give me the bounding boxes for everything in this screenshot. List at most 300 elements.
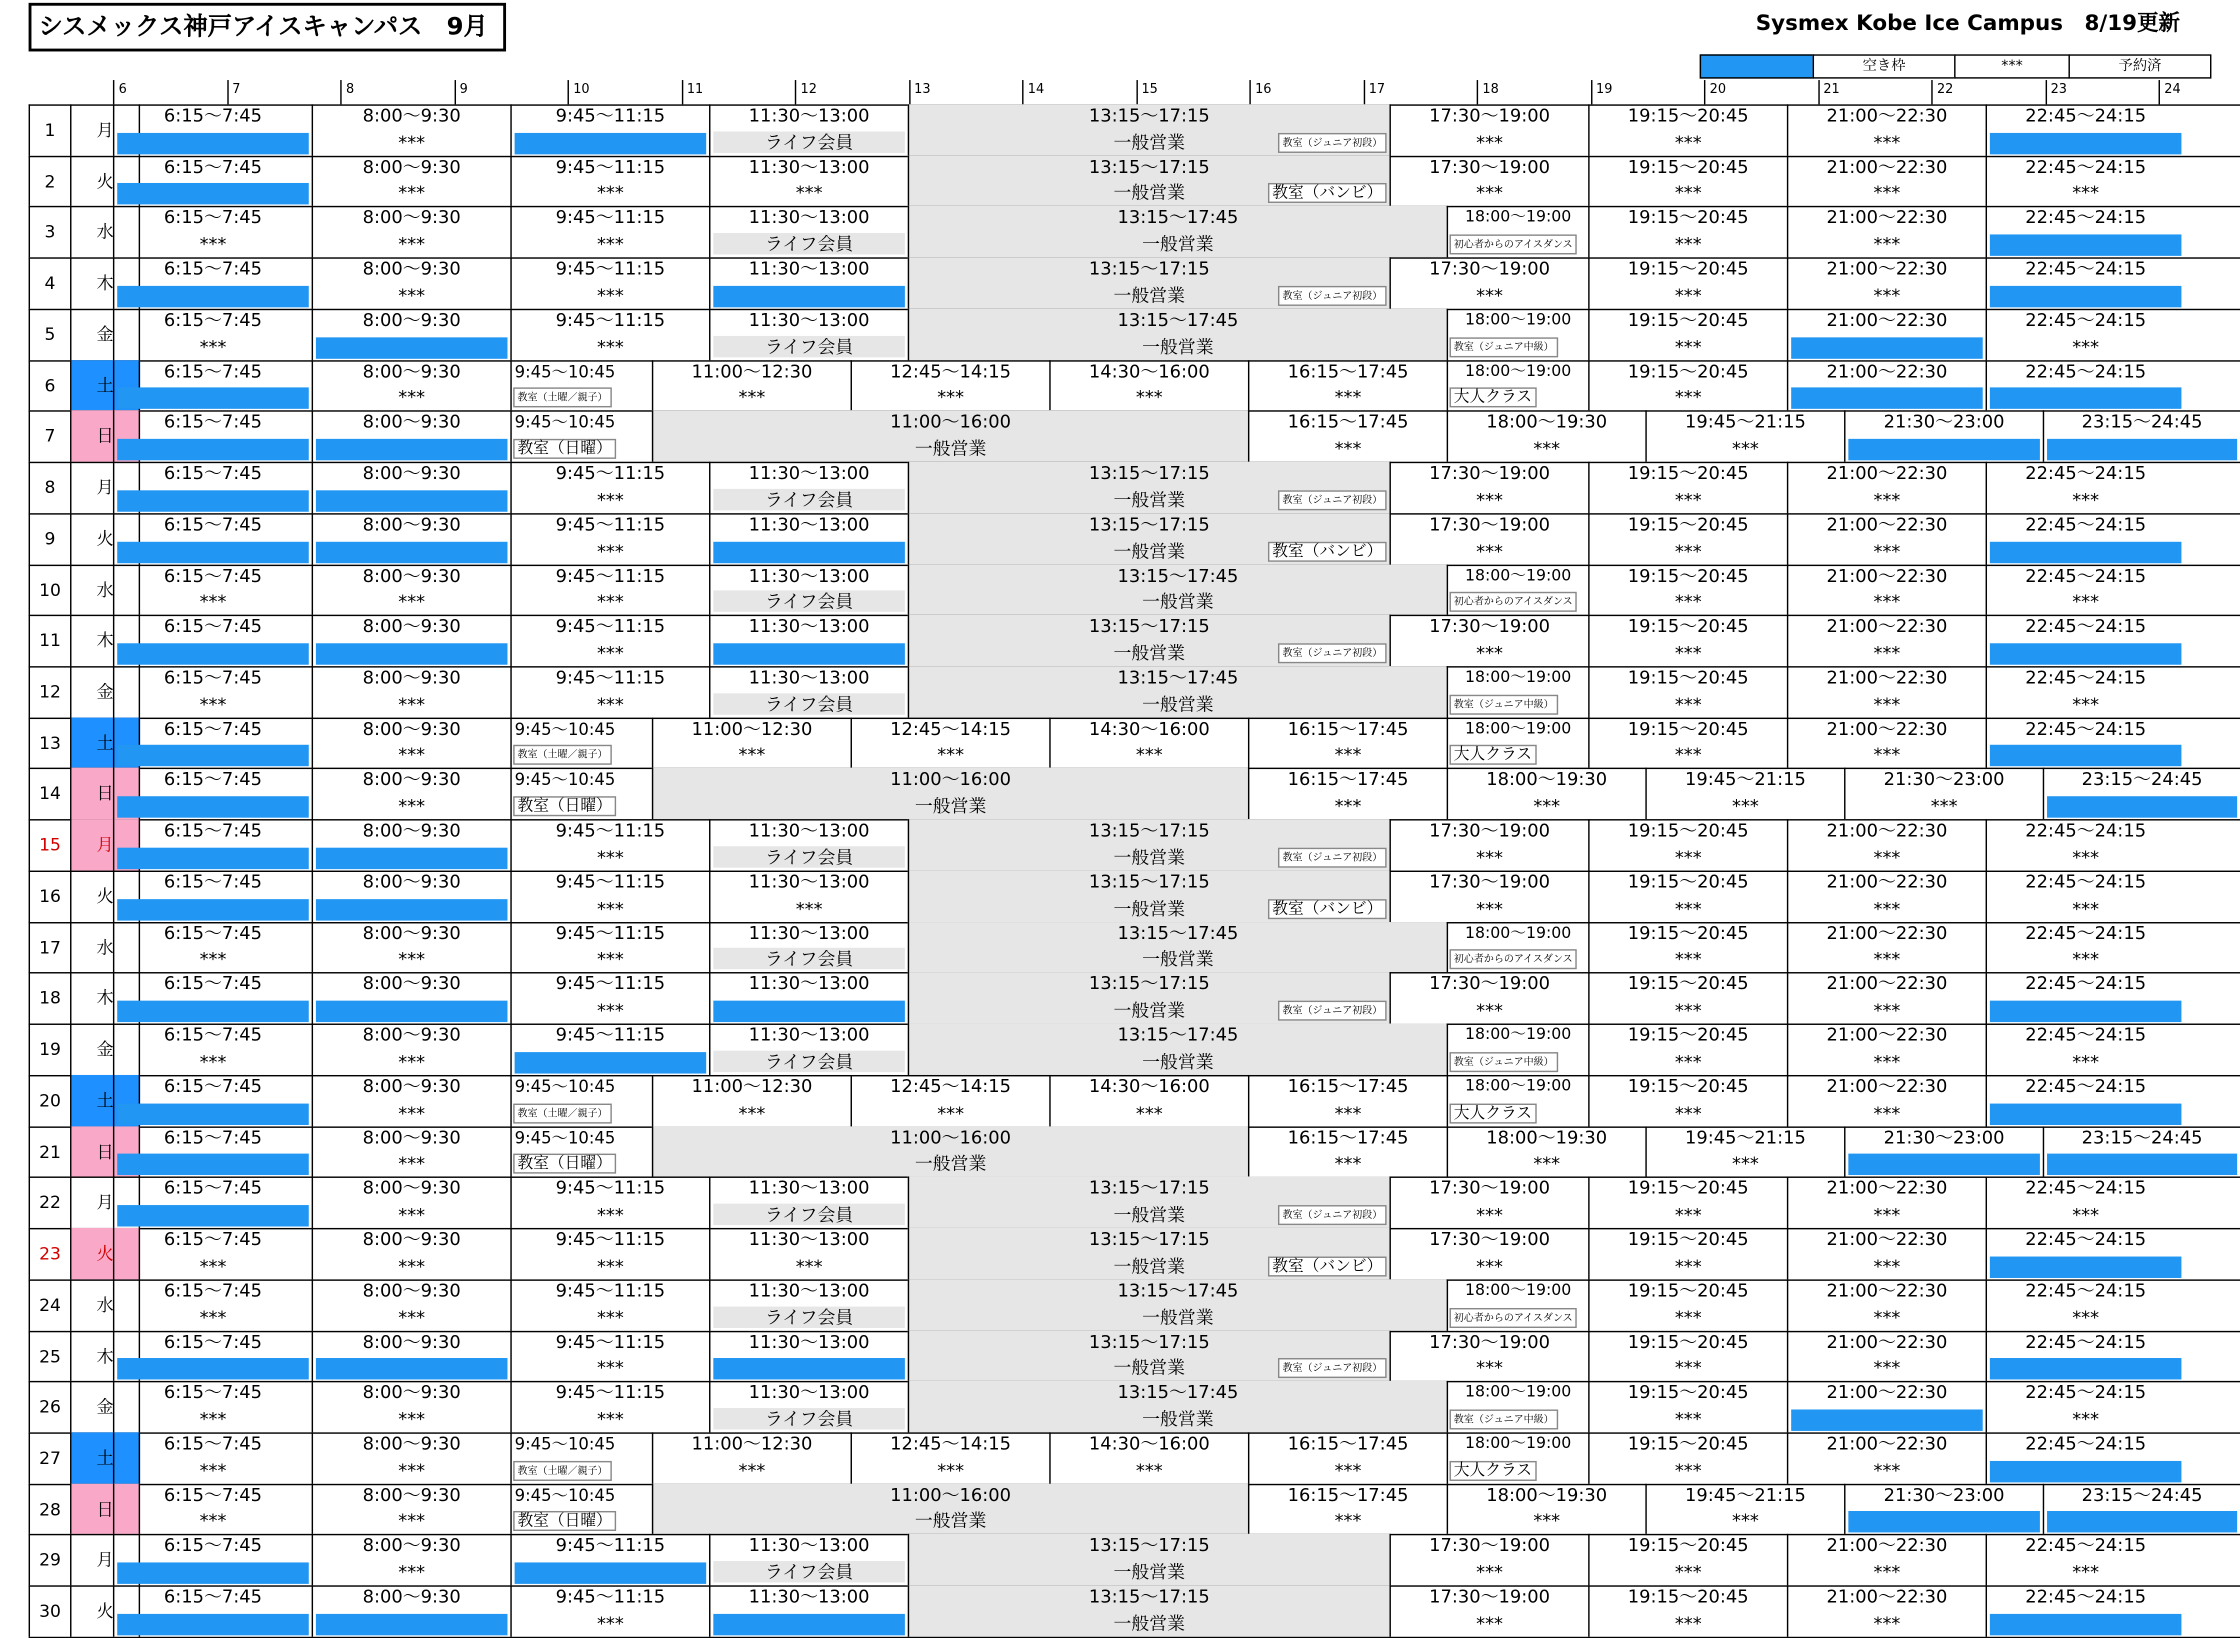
- available-slot-marker[interactable]: [117, 797, 309, 818]
- available-slot-marker[interactable]: [1990, 1001, 2182, 1022]
- time-slot[interactable]: [113, 615, 312, 666]
- available-slot-marker[interactable]: [515, 133, 707, 154]
- time-slot[interactable]: [1986, 1075, 2185, 1126]
- time-slot[interactable]: [510, 922, 709, 973]
- time-slot[interactable]: [1389, 155, 1588, 206]
- time-slot[interactable]: [1389, 1534, 1588, 1585]
- available-slot-marker[interactable]: [117, 184, 309, 205]
- available-slot-marker[interactable]: [713, 1614, 905, 1635]
- time-slot[interactable]: [709, 1381, 908, 1432]
- time-slot[interactable]: [312, 870, 511, 921]
- time-slot[interactable]: [1787, 1177, 1986, 1228]
- available-slot-marker[interactable]: [316, 1358, 508, 1379]
- time-slot[interactable]: [1645, 1483, 1844, 1534]
- time-slot[interactable]: [113, 1126, 312, 1177]
- time-slot[interactable]: [1447, 922, 1589, 973]
- time-slot[interactable]: [1986, 513, 2185, 564]
- time-slot[interactable]: [709, 513, 908, 564]
- time-slot[interactable]: [312, 462, 511, 513]
- available-slot-marker[interactable]: [117, 388, 309, 409]
- time-slot[interactable]: [1986, 564, 2185, 615]
- time-slot[interactable]: [1447, 309, 1589, 360]
- time-slot[interactable]: [1787, 1381, 1986, 1432]
- time-slot[interactable]: [709, 1024, 908, 1075]
- available-slot-marker[interactable]: [316, 899, 508, 920]
- time-slot[interactable]: [1787, 513, 1986, 564]
- time-slot[interactable]: [908, 1024, 1447, 1075]
- time-slot[interactable]: [1248, 1126, 1447, 1177]
- time-slot[interactable]: [1787, 1075, 1986, 1126]
- time-slot[interactable]: [113, 819, 312, 870]
- time-slot[interactable]: [113, 1483, 312, 1534]
- time-slot[interactable]: [113, 1024, 312, 1075]
- time-slot[interactable]: [1389, 973, 1588, 1024]
- time-slot[interactable]: [1389, 104, 1588, 155]
- time-slot[interactable]: [709, 1330, 908, 1381]
- time-slot[interactable]: [113, 104, 312, 155]
- time-slot[interactable]: [1787, 309, 1986, 360]
- time-slot[interactable]: [1645, 1126, 1844, 1177]
- available-slot-marker[interactable]: [1990, 745, 2182, 766]
- time-slot[interactable]: [1844, 1483, 2043, 1534]
- time-slot[interactable]: [709, 104, 908, 155]
- time-slot[interactable]: [1588, 870, 1787, 921]
- time-slot[interactable]: [1588, 513, 1787, 564]
- time-slot[interactable]: [1787, 360, 1986, 411]
- time-slot[interactable]: [1787, 155, 1986, 206]
- available-slot-marker[interactable]: [713, 643, 905, 664]
- time-slot[interactable]: [510, 1483, 652, 1534]
- available-slot-marker[interactable]: [316, 643, 508, 664]
- time-slot[interactable]: [1588, 717, 1787, 768]
- time-slot[interactable]: [1447, 1075, 1589, 1126]
- time-slot[interactable]: [113, 768, 312, 819]
- time-slot[interactable]: [1049, 1432, 1248, 1483]
- time-slot[interactable]: [1588, 258, 1787, 309]
- time-slot[interactable]: [312, 155, 511, 206]
- time-slot[interactable]: [1787, 206, 1986, 257]
- available-slot-marker[interactable]: [117, 1614, 309, 1635]
- time-slot[interactable]: [908, 1228, 1390, 1279]
- time-slot[interactable]: [1986, 206, 2185, 257]
- time-slot[interactable]: [908, 1279, 1447, 1330]
- time-slot[interactable]: [908, 819, 1390, 870]
- available-slot-marker[interactable]: [1990, 133, 2182, 154]
- time-slot[interactable]: [113, 717, 312, 768]
- available-slot-marker[interactable]: [1848, 1154, 2040, 1175]
- time-slot[interactable]: [1787, 104, 1986, 155]
- time-slot[interactable]: [1248, 1483, 1447, 1534]
- time-slot[interactable]: [1588, 1381, 1787, 1432]
- time-slot[interactable]: [1049, 360, 1248, 411]
- time-slot[interactable]: [1986, 1279, 2185, 1330]
- available-slot-marker[interactable]: [316, 337, 508, 358]
- time-slot[interactable]: [1389, 1228, 1588, 1279]
- time-slot[interactable]: [1588, 922, 1787, 973]
- time-slot[interactable]: [1787, 819, 1986, 870]
- time-slot[interactable]: [709, 564, 908, 615]
- available-slot-marker[interactable]: [1990, 1358, 2182, 1379]
- time-slot[interactable]: [1986, 1381, 2185, 1432]
- available-slot-marker[interactable]: [1990, 388, 2182, 409]
- time-slot[interactable]: [2043, 411, 2240, 462]
- time-slot[interactable]: [1787, 1330, 1986, 1381]
- time-slot[interactable]: [1787, 717, 1986, 768]
- time-slot[interactable]: [113, 360, 312, 411]
- time-slot[interactable]: [1389, 1586, 1588, 1637]
- time-slot[interactable]: [312, 1228, 511, 1279]
- time-slot[interactable]: [1844, 411, 2043, 462]
- time-slot[interactable]: [312, 1586, 511, 1637]
- time-slot[interactable]: [709, 819, 908, 870]
- time-slot[interactable]: [908, 1381, 1447, 1432]
- time-slot[interactable]: [1787, 1228, 1986, 1279]
- time-slot[interactable]: [709, 922, 908, 973]
- time-slot[interactable]: [1588, 1024, 1787, 1075]
- time-slot[interactable]: [908, 666, 1447, 717]
- time-slot[interactable]: [1986, 666, 2185, 717]
- time-slot[interactable]: [312, 1534, 511, 1585]
- time-slot[interactable]: [908, 155, 1390, 206]
- time-slot[interactable]: [652, 1432, 851, 1483]
- time-slot[interactable]: [510, 258, 709, 309]
- time-slot[interactable]: [652, 717, 851, 768]
- time-slot[interactable]: [510, 360, 652, 411]
- time-slot[interactable]: [908, 1177, 1390, 1228]
- time-slot[interactable]: [1447, 360, 1589, 411]
- available-slot-marker[interactable]: [117, 1205, 309, 1226]
- available-slot-marker[interactable]: [1990, 1103, 2182, 1124]
- time-slot[interactable]: [1588, 1586, 1787, 1637]
- available-slot-marker[interactable]: [316, 1001, 508, 1022]
- time-slot[interactable]: [1588, 564, 1787, 615]
- time-slot[interactable]: [1986, 104, 2185, 155]
- available-slot-marker[interactable]: [1990, 1614, 2182, 1635]
- time-slot[interactable]: [1986, 1024, 2185, 1075]
- time-slot[interactable]: [1248, 717, 1447, 768]
- time-slot[interactable]: [510, 1279, 709, 1330]
- time-slot[interactable]: [312, 309, 511, 360]
- time-slot[interactable]: [1588, 1228, 1787, 1279]
- time-slot[interactable]: [1447, 768, 1646, 819]
- available-slot-marker[interactable]: [2047, 797, 2237, 818]
- time-slot[interactable]: [1447, 666, 1589, 717]
- time-slot[interactable]: [709, 973, 908, 1024]
- time-slot[interactable]: [652, 1483, 1248, 1534]
- time-slot[interactable]: [510, 513, 709, 564]
- time-slot[interactable]: [113, 1177, 312, 1228]
- time-slot[interactable]: [2043, 768, 2240, 819]
- time-slot[interactable]: [1389, 615, 1588, 666]
- time-slot[interactable]: [1986, 258, 2185, 309]
- time-slot[interactable]: [1588, 1330, 1787, 1381]
- time-slot[interactable]: [1588, 104, 1787, 155]
- time-slot[interactable]: [851, 1075, 1050, 1126]
- time-slot[interactable]: [113, 1075, 312, 1126]
- available-slot-marker[interactable]: [117, 848, 309, 869]
- available-slot-marker[interactable]: [2047, 1512, 2237, 1533]
- available-slot-marker[interactable]: [1990, 286, 2182, 307]
- time-slot[interactable]: [1389, 1330, 1588, 1381]
- time-slot[interactable]: [312, 1381, 511, 1432]
- time-slot[interactable]: [1986, 1177, 2185, 1228]
- time-slot[interactable]: [1447, 1483, 1646, 1534]
- time-slot[interactable]: [312, 1279, 511, 1330]
- time-slot[interactable]: [908, 104, 1390, 155]
- time-slot[interactable]: [1049, 717, 1248, 768]
- time-slot[interactable]: [312, 258, 511, 309]
- time-slot[interactable]: [510, 1024, 709, 1075]
- time-slot[interactable]: [510, 1534, 709, 1585]
- time-slot[interactable]: [113, 1228, 312, 1279]
- time-slot[interactable]: [1447, 206, 1589, 257]
- time-slot[interactable]: [312, 1075, 511, 1126]
- time-slot[interactable]: [709, 1177, 908, 1228]
- available-slot-marker[interactable]: [117, 899, 309, 920]
- time-slot[interactable]: [510, 870, 709, 921]
- time-slot[interactable]: [709, 1279, 908, 1330]
- time-slot[interactable]: [709, 615, 908, 666]
- time-slot[interactable]: [908, 1330, 1390, 1381]
- time-slot[interactable]: [2043, 1126, 2240, 1177]
- time-slot[interactable]: [1588, 666, 1787, 717]
- time-slot[interactable]: [510, 309, 709, 360]
- time-slot[interactable]: [510, 666, 709, 717]
- time-slot[interactable]: [709, 1534, 908, 1585]
- time-slot[interactable]: [652, 360, 851, 411]
- time-slot[interactable]: [908, 1586, 1390, 1637]
- time-slot[interactable]: [1248, 768, 1447, 819]
- time-slot[interactable]: [1986, 462, 2185, 513]
- available-slot-marker[interactable]: [316, 439, 508, 460]
- time-slot[interactable]: [1248, 411, 1447, 462]
- available-slot-marker[interactable]: [1848, 1512, 2040, 1533]
- available-slot-marker[interactable]: [117, 439, 309, 460]
- time-slot[interactable]: [1248, 1432, 1447, 1483]
- time-slot[interactable]: [510, 1126, 652, 1177]
- available-slot-marker[interactable]: [713, 286, 905, 307]
- time-slot[interactable]: [1049, 1075, 1248, 1126]
- time-slot[interactable]: [312, 411, 511, 462]
- time-slot[interactable]: [312, 104, 511, 155]
- time-slot[interactable]: [1447, 1432, 1589, 1483]
- time-slot[interactable]: [510, 1330, 709, 1381]
- time-slot[interactable]: [1389, 513, 1588, 564]
- time-slot[interactable]: [709, 309, 908, 360]
- time-slot[interactable]: [1986, 155, 2185, 206]
- time-slot[interactable]: [1447, 411, 1646, 462]
- time-slot[interactable]: [709, 258, 908, 309]
- time-slot[interactable]: [709, 1586, 908, 1637]
- available-slot-marker[interactable]: [1990, 541, 2182, 562]
- time-slot[interactable]: [1588, 615, 1787, 666]
- time-slot[interactable]: [113, 1381, 312, 1432]
- time-slot[interactable]: [908, 615, 1390, 666]
- time-slot[interactable]: [1986, 360, 2185, 411]
- time-slot[interactable]: [1588, 1075, 1787, 1126]
- time-slot[interactable]: [1787, 1534, 1986, 1585]
- available-slot-marker[interactable]: [713, 541, 905, 562]
- available-slot-marker[interactable]: [117, 1563, 309, 1584]
- time-slot[interactable]: [113, 155, 312, 206]
- available-slot-marker[interactable]: [1990, 235, 2182, 256]
- time-slot[interactable]: [1588, 462, 1787, 513]
- time-slot[interactable]: [2043, 1483, 2240, 1534]
- available-slot-marker[interactable]: [117, 1154, 309, 1175]
- time-slot[interactable]: [113, 1279, 312, 1330]
- time-slot[interactable]: [1447, 1381, 1589, 1432]
- time-slot[interactable]: [510, 104, 709, 155]
- time-slot[interactable]: [1986, 615, 2185, 666]
- time-slot[interactable]: [312, 513, 511, 564]
- available-slot-marker[interactable]: [117, 1103, 309, 1124]
- time-slot[interactable]: [312, 615, 511, 666]
- available-slot-marker[interactable]: [713, 1358, 905, 1379]
- time-slot[interactable]: [510, 768, 652, 819]
- available-slot-marker[interactable]: [1848, 439, 2040, 460]
- time-slot[interactable]: [1844, 1126, 2043, 1177]
- time-slot[interactable]: [113, 462, 312, 513]
- available-slot-marker[interactable]: [117, 643, 309, 664]
- time-slot[interactable]: [1588, 1432, 1787, 1483]
- available-slot-marker[interactable]: [1791, 1409, 1983, 1430]
- time-slot[interactable]: [709, 1228, 908, 1279]
- time-slot[interactable]: [312, 206, 511, 257]
- available-slot-marker[interactable]: [2047, 439, 2237, 460]
- time-slot[interactable]: [312, 1330, 511, 1381]
- time-slot[interactable]: [113, 1586, 312, 1637]
- time-slot[interactable]: [1986, 309, 2185, 360]
- time-slot[interactable]: [510, 411, 652, 462]
- time-slot[interactable]: [312, 768, 511, 819]
- time-slot[interactable]: [312, 1024, 511, 1075]
- time-slot[interactable]: [1787, 564, 1986, 615]
- time-slot[interactable]: [1986, 717, 2185, 768]
- time-slot[interactable]: [1986, 870, 2185, 921]
- time-slot[interactable]: [908, 564, 1447, 615]
- time-slot[interactable]: [113, 206, 312, 257]
- time-slot[interactable]: [1588, 1279, 1787, 1330]
- time-slot[interactable]: [1248, 1075, 1447, 1126]
- available-slot-marker[interactable]: [316, 490, 508, 511]
- time-slot[interactable]: [1588, 1534, 1787, 1585]
- time-slot[interactable]: [851, 360, 1050, 411]
- time-slot[interactable]: [510, 1228, 709, 1279]
- time-slot[interactable]: [312, 360, 511, 411]
- time-slot[interactable]: [510, 717, 652, 768]
- time-slot[interactable]: [510, 819, 709, 870]
- available-slot-marker[interactable]: [316, 848, 508, 869]
- time-slot[interactable]: [510, 155, 709, 206]
- time-slot[interactable]: [1588, 1177, 1787, 1228]
- time-slot[interactable]: [1787, 1432, 1986, 1483]
- time-slot[interactable]: [113, 870, 312, 921]
- available-slot-marker[interactable]: [316, 1614, 508, 1635]
- available-slot-marker[interactable]: [713, 1001, 905, 1022]
- time-slot[interactable]: [113, 564, 312, 615]
- time-slot[interactable]: [510, 1586, 709, 1637]
- time-slot[interactable]: [1447, 1279, 1589, 1330]
- time-slot[interactable]: [652, 768, 1248, 819]
- available-slot-marker[interactable]: [316, 541, 508, 562]
- time-slot[interactable]: [113, 1330, 312, 1381]
- time-slot[interactable]: [312, 1432, 511, 1483]
- time-slot[interactable]: [1588, 155, 1787, 206]
- time-slot[interactable]: [510, 462, 709, 513]
- time-slot[interactable]: [908, 309, 1447, 360]
- available-slot-marker[interactable]: [1990, 1461, 2182, 1482]
- time-slot[interactable]: [113, 1432, 312, 1483]
- time-slot[interactable]: [510, 973, 709, 1024]
- time-slot[interactable]: [908, 973, 1390, 1024]
- time-slot[interactable]: [1787, 1586, 1986, 1637]
- available-slot-marker[interactable]: [117, 490, 309, 511]
- time-slot[interactable]: [908, 258, 1390, 309]
- time-slot[interactable]: [1986, 1330, 2185, 1381]
- time-slot[interactable]: [1447, 717, 1589, 768]
- time-slot[interactable]: [1787, 922, 1986, 973]
- time-slot[interactable]: [1787, 1279, 1986, 1330]
- available-slot-marker[interactable]: [515, 1563, 707, 1584]
- time-slot[interactable]: [851, 1432, 1050, 1483]
- time-slot[interactable]: [1787, 973, 1986, 1024]
- time-slot[interactable]: [312, 564, 511, 615]
- available-slot-marker[interactable]: [515, 1052, 707, 1073]
- time-slot[interactable]: [312, 973, 511, 1024]
- time-slot[interactable]: [1986, 1586, 2185, 1637]
- time-slot[interactable]: [1986, 1432, 2185, 1483]
- available-slot-marker[interactable]: [117, 541, 309, 562]
- time-slot[interactable]: [1447, 564, 1589, 615]
- available-slot-marker[interactable]: [1791, 388, 1983, 409]
- time-slot[interactable]: [1447, 1126, 1646, 1177]
- time-slot[interactable]: [510, 206, 709, 257]
- time-slot[interactable]: [652, 1075, 851, 1126]
- time-slot[interactable]: [113, 973, 312, 1024]
- available-slot-marker[interactable]: [117, 1358, 309, 1379]
- available-slot-marker[interactable]: [117, 133, 309, 154]
- time-slot[interactable]: [1986, 973, 2185, 1024]
- time-slot[interactable]: [1787, 258, 1986, 309]
- time-slot[interactable]: [908, 462, 1390, 513]
- time-slot[interactable]: [312, 1177, 511, 1228]
- time-slot[interactable]: [312, 666, 511, 717]
- time-slot[interactable]: [1588, 360, 1787, 411]
- time-slot[interactable]: [312, 1126, 511, 1177]
- time-slot[interactable]: [908, 513, 1390, 564]
- available-slot-marker[interactable]: [117, 1001, 309, 1022]
- time-slot[interactable]: [1787, 870, 1986, 921]
- time-slot[interactable]: [1787, 615, 1986, 666]
- available-slot-marker[interactable]: [1990, 643, 2182, 664]
- time-slot[interactable]: [510, 1381, 709, 1432]
- time-slot[interactable]: [1447, 1024, 1589, 1075]
- time-slot[interactable]: [510, 615, 709, 666]
- time-slot[interactable]: [1389, 870, 1588, 921]
- time-slot[interactable]: [1645, 411, 1844, 462]
- time-slot[interactable]: [652, 1126, 1248, 1177]
- time-slot[interactable]: [1588, 206, 1787, 257]
- time-slot[interactable]: [709, 870, 908, 921]
- time-slot[interactable]: [709, 206, 908, 257]
- time-slot[interactable]: [1986, 819, 2185, 870]
- available-slot-marker[interactable]: [1791, 337, 1983, 358]
- time-slot[interactable]: [1389, 1177, 1588, 1228]
- time-slot[interactable]: [1986, 1228, 2185, 1279]
- time-slot[interactable]: [1986, 922, 2185, 973]
- time-slot[interactable]: [908, 206, 1447, 257]
- time-slot[interactable]: [113, 258, 312, 309]
